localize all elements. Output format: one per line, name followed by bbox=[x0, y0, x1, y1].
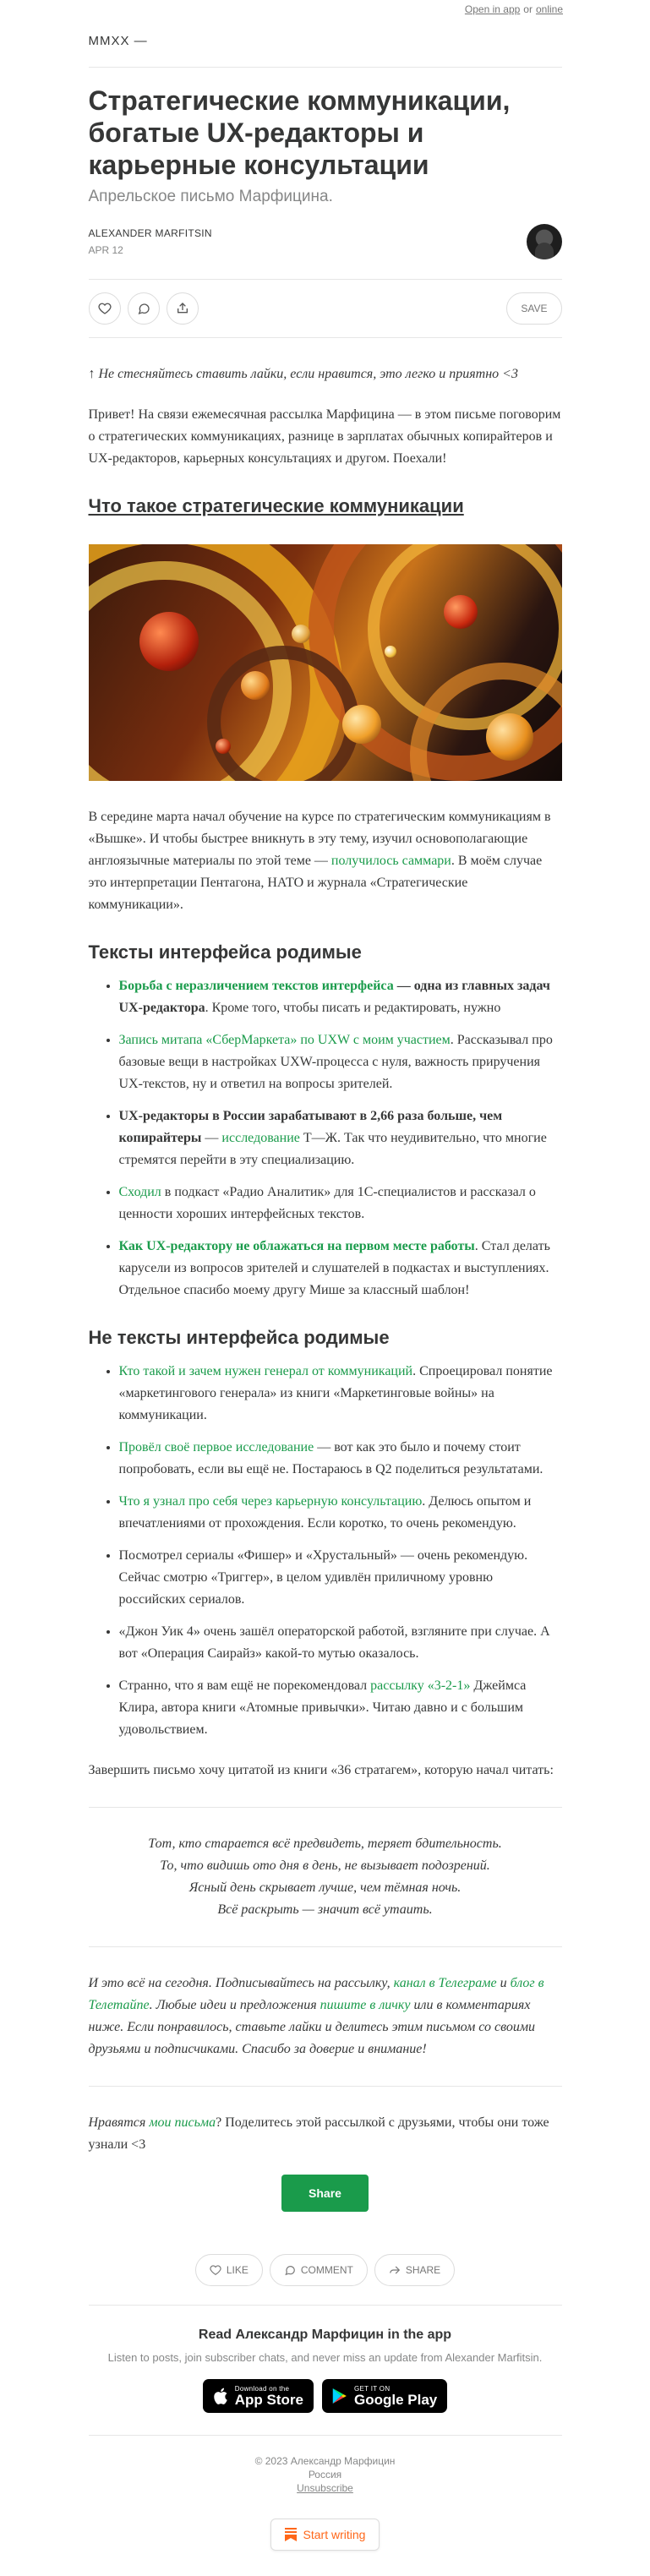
section1-text-a: В середине марта начал обучение на курсе по стратегическим коммуникациям в «Вышке». И чтобы быстрее вникнуть в эту тему, изучил основополагающие англоязычные материалы по этой теме — bbox=[88, 810, 551, 868]
like-note: ↑ Не стесняйтесь ставить лайки, если нравится, это легко и приятно <3 bbox=[88, 367, 518, 381]
save-button[interactable]: SAVE bbox=[506, 292, 561, 325]
google-play-icon bbox=[332, 2388, 347, 2404]
item-link[interactable]: Сходил bbox=[118, 1185, 161, 1199]
author-avatar[interactable] bbox=[527, 224, 562, 259]
start-writing-label: Start writing bbox=[303, 2528, 366, 2541]
item-link[interactable]: Как UX-редактору не облажаться на первом месте работы bbox=[118, 1239, 475, 1253]
footer-country: Россия bbox=[308, 2469, 342, 2480]
share-text: Нравятся bbox=[88, 2115, 150, 2130]
list-item bbox=[119, 1437, 562, 1481]
item-link[interactable]: Запись митапа «СберМаркета» по UXW с моим участием bbox=[118, 1033, 451, 1047]
share-pill-button[interactable] bbox=[374, 2254, 455, 2286]
quote-block bbox=[89, 1833, 562, 1921]
share-paragraph bbox=[89, 2112, 562, 2156]
quote-line: Тот, кто старается всё предвидеть, теряет бдительность. bbox=[148, 1836, 502, 1851]
byline-text bbox=[89, 227, 212, 256]
view-online-link[interactable]: online bbox=[535, 3, 563, 15]
item-text: . Спроецировал понятие «маркетингового генерала» из книги «Маркетинговые войны» на коммуникации. bbox=[118, 1364, 553, 1422]
item-bold: UX-редакторы в России зарабатывают в 2,66 раза больше, чем копирайтеры bbox=[118, 1109, 503, 1145]
unsubscribe-link[interactable]: Unsubscribe bbox=[297, 2482, 353, 2494]
non-ui-texts-list bbox=[89, 1361, 562, 1741]
item-link[interactable]: Что я узнал про себя через карьерную консультацию bbox=[118, 1494, 423, 1509]
quote-line: Всё раскрыть — значит всё утаить. bbox=[217, 1902, 433, 1917]
outro-text: И это всё на сегодня. Подписывайтесь на рассылку, bbox=[88, 1976, 394, 1990]
item-link[interactable]: Борьба с неразличением текстов интерфейса bbox=[118, 979, 394, 993]
section1-paragraph bbox=[89, 806, 562, 916]
header-artwork bbox=[89, 544, 562, 781]
top-bar bbox=[0, 0, 650, 19]
footer-divider bbox=[89, 2435, 562, 2436]
item-link[interactable]: рассылку «3-2-1» bbox=[370, 1678, 471, 1693]
dm-link[interactable]: пишите в личку bbox=[320, 1998, 411, 2012]
section-heading-ui-texts: Тексты интерфейса родимые bbox=[88, 941, 362, 963]
open-in-app-link[interactable]: Open in app bbox=[464, 3, 521, 15]
google-play-badge[interactable] bbox=[322, 2379, 447, 2413]
summary-link[interactable]: получилось саммари bbox=[330, 854, 451, 868]
item-text: . Кроме того, чтобы писать и редактировать, нужно bbox=[205, 1001, 501, 1015]
item-link[interactable]: Кто такой и зачем нужен генерал от коммуникаций bbox=[118, 1364, 413, 1378]
quote-line: Ясный день скрывает лучше, чем тёмная ночь. bbox=[188, 1880, 462, 1895]
post-title[interactable]: Стратегические коммуникации, богатые UX-редакторы и карьерные консультации bbox=[88, 85, 511, 180]
share-icon bbox=[176, 302, 189, 315]
post-date: APR 12 bbox=[88, 244, 123, 256]
comment-button[interactable] bbox=[128, 292, 160, 325]
start-writing-wrap bbox=[89, 2519, 562, 2576]
section-heading-strategic-comms[interactable]: Что такое стратегические коммуникации bbox=[88, 495, 464, 516]
heart-icon bbox=[210, 2264, 221, 2276]
item-text: — bbox=[201, 1131, 222, 1145]
list-item bbox=[119, 1545, 562, 1611]
item-link[interactable]: Провёл своё первое исследование bbox=[118, 1440, 314, 1454]
item-text: в подкаст «Радио Аналитик» для 1С-специалистов и рассказал о ценности хороших интерфейсных текстов. bbox=[118, 1185, 536, 1221]
item-text: Посмотрел сериалы «Фишер» и «Хрустальный» — очень рекомендую. Сейчас смотрю «Триггер», в целом удивлён приличному уровню российских сериалов. bbox=[118, 1548, 528, 1607]
item-text: . Рассказывал про базовые вещи в настройках UXW-процесса с нуля, важность приручения UX-текстов, ну и ответил на вопросы зрителей. bbox=[118, 1033, 553, 1091]
list-item bbox=[119, 1491, 562, 1535]
share-text: ? Поделитесь этой рассылкой с друзьями, чтобы они тоже узнали <3 bbox=[88, 2115, 549, 2152]
item-text: Странно, что я вам ещё не порекомендовал bbox=[118, 1678, 371, 1693]
list-item bbox=[119, 1182, 562, 1225]
like-button[interactable] bbox=[89, 292, 121, 325]
like-pill-button[interactable] bbox=[195, 2254, 263, 2286]
app-store-badges bbox=[89, 2379, 562, 2413]
like-label: LIKE bbox=[226, 2264, 249, 2276]
bottom-actions-bar bbox=[89, 2254, 562, 2306]
divider bbox=[89, 2086, 562, 2087]
heart-icon bbox=[98, 302, 112, 315]
google-play-big: Google Play bbox=[353, 2391, 438, 2408]
apple-icon bbox=[213, 2388, 228, 2404]
post-container bbox=[89, 34, 562, 2576]
comment-pill-button[interactable] bbox=[270, 2254, 368, 2286]
app-store-badge[interactable] bbox=[203, 2379, 314, 2413]
my-letters-link[interactable]: мои письма bbox=[149, 2115, 216, 2130]
section-heading-non-ui-texts: Не тексты интерфейса родимые bbox=[88, 1327, 390, 1348]
author-name[interactable]: ALEXANDER MARFITSIN bbox=[88, 227, 212, 239]
ui-texts-list bbox=[89, 975, 562, 1302]
section1-text-b: . В моём случае это интерпретации Пентагона, НАТО и журнала «Стратегические коммуникации». bbox=[88, 854, 543, 912]
outro-paragraph bbox=[89, 1973, 562, 2060]
post-actions-bar bbox=[89, 279, 562, 338]
outro-text: и bbox=[496, 1976, 511, 1990]
share-label: SHARE bbox=[405, 2264, 441, 2276]
byline bbox=[89, 223, 562, 260]
app-store-big: App Store bbox=[234, 2391, 303, 2408]
share-arrow-icon bbox=[389, 2264, 401, 2276]
outro-text: или в комментариях ниже. Если понравилось, ставьте лайки и делитесь этим письмом со своими друзьями и подписчиками. Спасибо за доверие и внимание! bbox=[88, 1998, 536, 2056]
share-button[interactable]: Share bbox=[281, 2175, 369, 2212]
list-item bbox=[119, 1361, 562, 1427]
google-play-text bbox=[354, 2385, 437, 2408]
list-item bbox=[119, 1675, 562, 1741]
list-item bbox=[119, 975, 562, 1019]
comment-icon bbox=[137, 302, 150, 315]
list-item bbox=[119, 1029, 562, 1095]
teletype-link[interactable]: блог в Телетайпе bbox=[88, 1976, 544, 2012]
app-promo-subtitle: Listen to posts, join subscriber chats, and never miss an update from Alexander Marfitsin. bbox=[107, 2351, 543, 2364]
app-store-small: Download on the bbox=[234, 2384, 290, 2393]
item-text: . Стал делать карусели из вопросов зрителей и слушателей в подкастах и выступлениях. Отдельное спасибо моему другу Мише за классный шаблон! bbox=[118, 1239, 550, 1297]
item-bold: — одна из главных задач UX-редактора bbox=[118, 979, 550, 1015]
divider bbox=[89, 1807, 562, 1808]
app-promo-title: Read Александр Марфицин in the app bbox=[198, 2328, 452, 2342]
post-subtitle: Апрельское письмо Марфицина. bbox=[88, 188, 333, 205]
outro-text: . Любые идеи и предложения bbox=[149, 1998, 320, 2012]
comment-icon bbox=[284, 2264, 296, 2276]
telegram-link[interactable]: канал в Телеграме bbox=[393, 1976, 497, 1990]
list-item bbox=[119, 1236, 562, 1302]
app-store-text bbox=[235, 2385, 303, 2408]
share-button-wrap bbox=[89, 2175, 562, 2212]
item-link[interactable]: исследование bbox=[221, 1131, 300, 1145]
item-text: «Джон Уик 4» очень зашёл операторской работой, взгляните при случае. А вот «Операция Саирайз» какой-то мутью оказалось. bbox=[118, 1624, 550, 1661]
item-text: Джеймса Клира, автора книги «Атомные привычки». Читаю давно и с большим удовольствием. bbox=[118, 1678, 527, 1737]
item-text: . Делюсь опытом и впечатлениями от прохождения. Если коротко, то очень рекомендую. bbox=[118, 1494, 532, 1531]
share-icon-button[interactable] bbox=[167, 292, 199, 325]
publication-name[interactable]: MMXX — bbox=[89, 34, 562, 68]
post-actions-group bbox=[89, 292, 199, 325]
google-play-small: GET IT ON bbox=[353, 2384, 391, 2393]
list-item bbox=[119, 1105, 562, 1171]
start-writing-button[interactable] bbox=[270, 2519, 380, 2551]
list-item bbox=[119, 1621, 562, 1665]
comment-label: COMMENT bbox=[300, 2264, 353, 2276]
item-text: — вот как это было и почему стоит попробовать, если вы ещё не. Постараюсь в Q2 поделиться результатами. bbox=[118, 1440, 543, 1476]
or-text: or bbox=[523, 3, 533, 15]
footer-copyright: © 2023 Александр Марфицин bbox=[254, 2455, 396, 2467]
substack-logo-icon bbox=[285, 2528, 297, 2541]
closing-intro: Завершить письмо хочу цитатой из книги «36 стратагем», которую начал читать: bbox=[88, 1763, 554, 1777]
intro-paragraph: Привет! На связи ежемесячная рассылка Марфицина — в этом письме поговорим о стратегических коммуникациях, разнице в зарплатах обычных копирайтеров и UX-редакторов, карьерных консультациях и другом. Поехали! bbox=[88, 407, 561, 466]
item-text: Т—Ж. Так что неудивительно, что многие стремятся перейти в эту специализацию. bbox=[118, 1131, 547, 1167]
quote-line: То, что видишь ото дня в день, не вызывает подозрений. bbox=[160, 1858, 490, 1873]
footer bbox=[89, 2454, 562, 2495]
divider bbox=[89, 1946, 562, 1947]
